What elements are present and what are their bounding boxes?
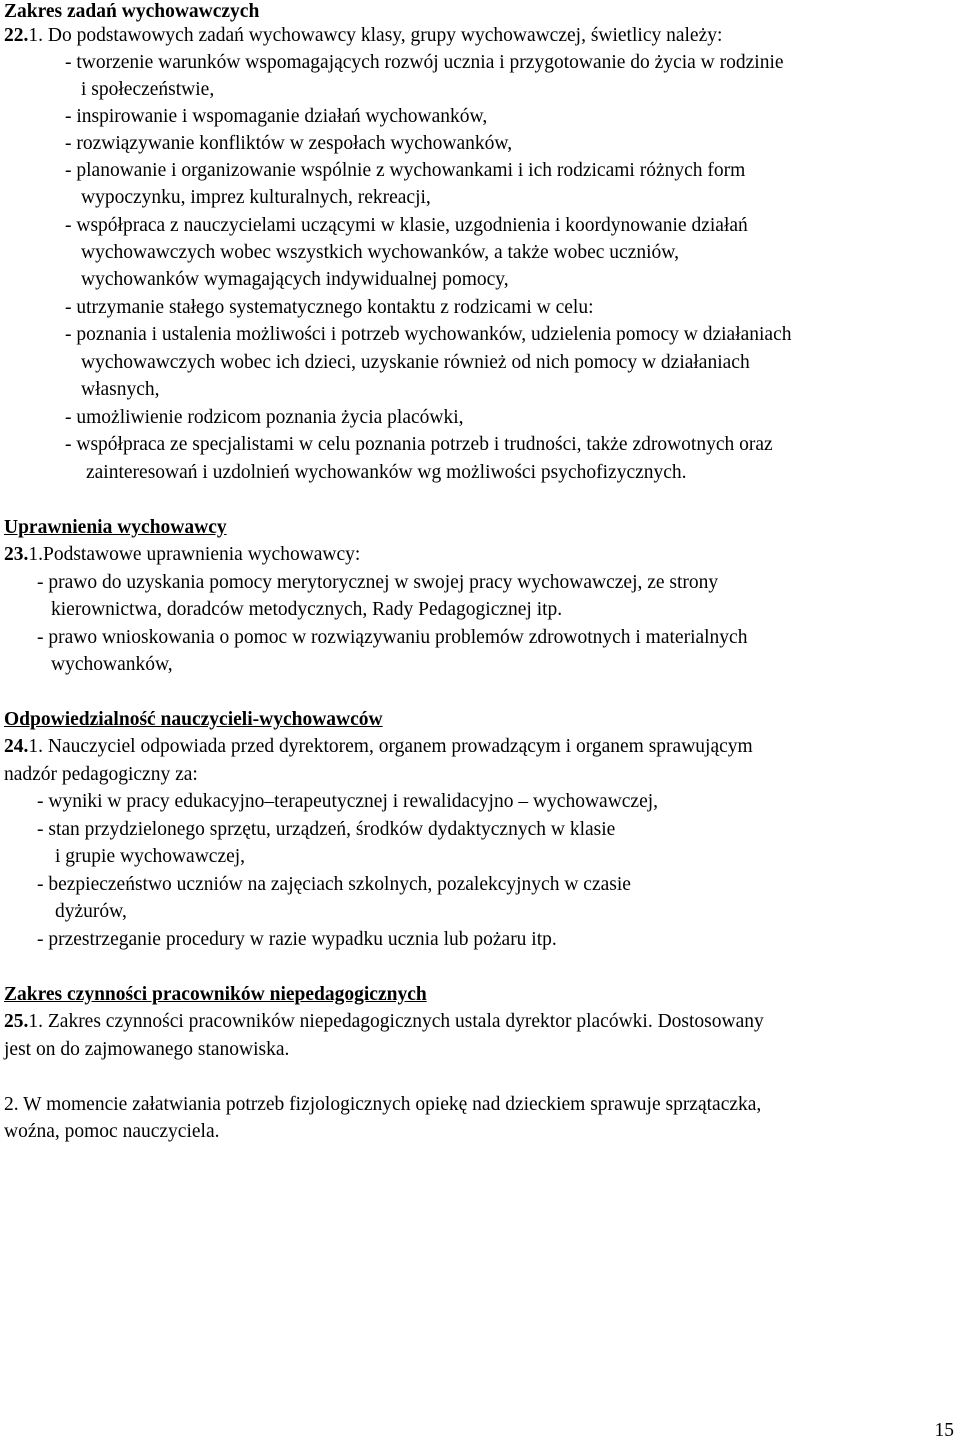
paragraph-subnumber: 1. (28, 544, 43, 565)
paragraph-subnumber: 1. (28, 1011, 43, 1032)
paragraph-continuation: jest on do zajmowanego stanowiska. (4, 1039, 290, 1060)
list-item: - stan przydzielonego sprzętu, urządzeń, środków dydaktycznych w klasie (37, 819, 616, 840)
list-item: - wyniki w pracy edukacyjno–terapeutycznej i rewalidacyjno – wychowawczej, (37, 791, 659, 812)
list-item-continuation: wychowawczych wobec wszystkich wychowanków, a także wobec uczniów, (81, 242, 679, 263)
list-item: - prawo wnioskowania o pomoc w rozwiązywaniu problemów zdrowotnych i materialnych (37, 627, 748, 648)
paragraph-number: 22. (4, 25, 29, 46)
paragraph-24-1 (4, 735, 753, 759)
paragraph-subnumber: 1. (28, 736, 43, 757)
list-item: - współpraca ze specjalistami w celu poznania potrzeb i trudności, także zdrowotnych oraz (65, 434, 773, 455)
paragraph-continuation: nadzór pedagogiczny za: (4, 764, 198, 785)
section-heading-uprawnienia: Uprawnienia wychowawcy (4, 517, 227, 538)
list-item-continuation: zainteresowań i uzdolnień wychowanków wg możliwości psychofizycznych. (86, 462, 687, 483)
paragraph-continuation: woźna, pomoc nauczyciela. (4, 1121, 220, 1142)
paragraph-text: Podstawowe uprawnienia wychowawcy: (43, 544, 361, 565)
list-item: - inspirowanie i wspomaganie działań wychowanków, (65, 106, 488, 127)
paragraph-25-2: 2. W momencie załatwiania potrzeb fizjologicznych opiekę nad dzieckiem sprawuje sprzątaczka, (4, 1094, 762, 1115)
paragraph-22-1 (4, 24, 722, 48)
paragraph-number: 25. (4, 1011, 29, 1032)
section-heading-zakres-czynnosci: Zakres czynności pracowników niepedagogicznych (4, 984, 427, 1005)
section-heading-odpowiedzialnosc: Odpowiedzialność nauczycieli-wychowawców (4, 709, 383, 730)
list-item: - prawo do uzyskania pomocy merytorycznej w swojej pracy wychowawczej, ze strony (37, 572, 719, 593)
paragraph-25-1 (4, 1010, 764, 1034)
list-item-continuation: dyżurów, (55, 901, 127, 922)
paragraph-number: 24. (4, 736, 29, 757)
list-item: - współpraca z nauczycielami uczącymi w klasie, uzgodnienia i koordynowanie działań (65, 215, 748, 236)
paragraph-text: Zakres czynności pracowników niepedagogicznych ustala dyrektor placówki. Dostosowany (43, 1011, 764, 1032)
list-item-continuation: wypoczynku, imprez kulturalnych, rekreacji, (81, 187, 431, 208)
list-item-continuation: kierownictwa, doradców metodycznych, Rady Pedagogicznej itp. (51, 599, 563, 620)
list-item: - utrzymanie stałego systematycznego kontaktu z rodzicami w celu: (65, 297, 594, 318)
paragraph-subnumber: 1. (28, 25, 43, 46)
list-item-continuation: i społeczeństwie, (81, 79, 215, 100)
section-heading-zakres-zadan: Zakres zadań wychowawczych (4, 1, 260, 22)
list-item: - planowanie i organizowanie wspólnie z wychowankami i ich rodzicami różnych form (65, 160, 746, 181)
list-item-continuation: wychowanków wymagających indywidualnej pomocy, (81, 269, 509, 290)
list-item: - tworzenie warunków wspomagających rozwój ucznia i przygotowanie do życia w rodzinie (65, 52, 784, 73)
list-item-continuation: wychowanków, (51, 654, 173, 675)
list-item-continuation: własnych, (81, 379, 160, 400)
list-item: - rozwiązywanie konfliktów w zespołach wychowanków, (65, 133, 513, 154)
list-item: - poznania i ustalenia możliwości i potrzeb wychowanków, udzielenia pomocy w działaniach (65, 324, 792, 345)
list-item: - przestrzeganie procedury w razie wypadku ucznia lub pożaru itp. (37, 929, 557, 950)
list-item: - bezpieczeństwo uczniów na zajęciach szkolnych, pozalekcyjnych w czasie (37, 874, 631, 895)
page-number: 15 (934, 1420, 954, 1441)
list-item-continuation: wychowawczych wobec ich dzieci, uzyskanie również od nich pomocy w działaniach (81, 352, 750, 373)
paragraph-number: 23. (4, 544, 29, 565)
list-item-continuation: i grupie wychowawczej, (55, 846, 246, 867)
paragraph-23-1 (4, 543, 360, 567)
list-item: - umożliwienie rodzicom poznania życia placówki, (65, 407, 464, 428)
paragraph-text: Do podstawowych zadań wychowawcy klasy, grupy wychowawczej, świetlicy należy: (43, 25, 723, 46)
paragraph-text: Nauczyciel odpowiada przed dyrektorem, organem prowadzącym i organem sprawującym (43, 736, 753, 757)
